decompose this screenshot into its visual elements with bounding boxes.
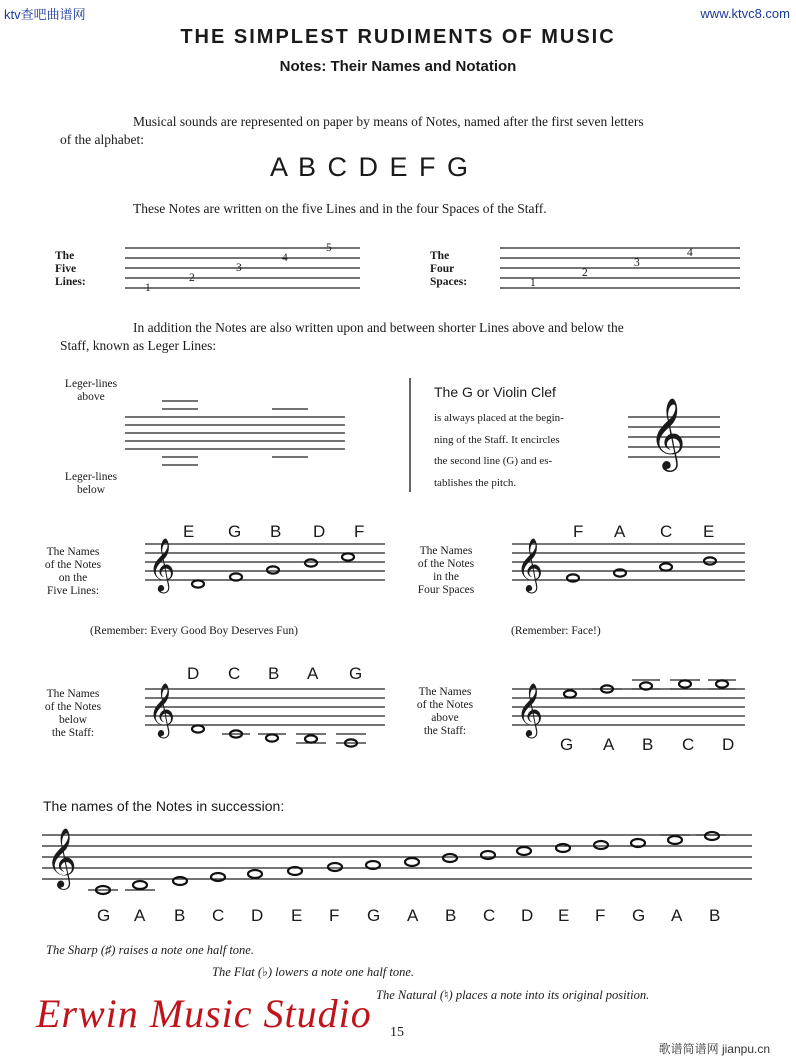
spaces-label-3: Spaces: [430, 276, 468, 288]
as-letter-5: D [722, 735, 735, 754]
succ-letter-11: C [483, 906, 496, 925]
clef-icon-bs: 𝄞 [148, 682, 176, 736]
fl-letter-4: D [313, 522, 326, 541]
intro-line-2: of the alphabet: [60, 132, 144, 147]
succ-letter-17: B [709, 906, 721, 925]
bs-letter-1: D [187, 664, 200, 683]
as-letter-3: B [642, 735, 654, 754]
as-label-1: The Names [418, 686, 472, 698]
remember-egbdf: (Remember: Every Good Boy Deserves Fun) [90, 625, 298, 637]
bs-label-2: of the Notes [44, 701, 102, 713]
clef-text-3: the second line (G) and es- [434, 455, 553, 467]
g-clef-icon: 𝄞 [649, 396, 686, 469]
lines-label-3: Lines: [55, 276, 86, 288]
bs-label-4: the Staff: [51, 727, 95, 739]
fl-label-2: of the Notes [44, 559, 102, 571]
fs-label-4: Four Spaces [417, 584, 475, 596]
succ-letter-7: F [329, 906, 340, 925]
page-number: 15 [390, 1025, 404, 1040]
fs-label-1: The Names [419, 545, 473, 557]
natural-text: The Natural (♮) places a note into its original position. [376, 988, 650, 1002]
succession-notes [96, 832, 719, 894]
lines-label-1: The [55, 250, 75, 262]
succ-letter-8: G [367, 906, 381, 925]
succ-letter-10: B [445, 906, 457, 925]
leger-above-2: above [77, 391, 105, 403]
clef-text-4: tablishes the pitch. [434, 476, 517, 489]
succ-letter-6: E [291, 906, 303, 925]
clef-text-1: is always placed at the begin- [434, 412, 564, 424]
sharp-text: The Sharp (♯) raises a note one half tone. [46, 943, 254, 957]
succ-letter-15: G [632, 906, 646, 925]
fs-letter-1: F [573, 522, 584, 541]
flat-text: The Flat (♭) lowers a note one half tone. [212, 965, 415, 979]
page-subtitle: Notes: Their Names and Notation [279, 58, 517, 75]
succ-letter-13: E [558, 906, 570, 925]
watermark-bottom: 歌谱简谱网 jianpu.cn [658, 1042, 770, 1056]
staff-intro: These Notes are written on the five Lines and in the four Spaces of the Staff. [133, 201, 547, 216]
bs-letter-5: G [349, 664, 363, 683]
line-num-3: 3 [236, 262, 242, 274]
bs-letter-3: B [268, 664, 280, 683]
fl-letter-2: G [228, 522, 242, 541]
as-label-3: above [431, 712, 459, 724]
fs-letter-2: A [614, 522, 626, 541]
succ-letter-3: B [174, 906, 186, 925]
clef-text-2: ning of the Staff. It encircles [434, 433, 560, 446]
as-letter-4: C [682, 735, 695, 754]
line-num-1: 1 [145, 282, 151, 294]
fs-label-2: of the Notes [417, 558, 475, 570]
space-num-3: 3 [634, 257, 640, 269]
watermark-right: www.ktvc8.com [700, 6, 790, 21]
clef-icon-fs: 𝄞 [516, 537, 544, 591]
line-num-2: 2 [189, 272, 195, 284]
space-num-4: 4 [687, 247, 693, 259]
succ-letter-4: C [212, 906, 225, 925]
succ-letter-5: D [251, 906, 264, 925]
fl-letter-1: E [183, 522, 195, 541]
leger-above-1: Leger-lines [64, 378, 118, 390]
leger-intro-1: In addition the Notes are also written upon and between shorter Lines above and below the [133, 320, 624, 335]
bs-letter-4: A [307, 664, 319, 683]
as-label-2: of the Notes [416, 699, 474, 711]
clef-heading: The G or Violin Clef [434, 384, 556, 400]
leger-below-2: below [76, 484, 106, 496]
fl-label-3: on the [58, 572, 88, 584]
as-letter-1: G [560, 735, 574, 754]
clef-icon-succession: 𝄞 [46, 828, 77, 888]
watermark-left: ktv查吧曲谱网 [4, 7, 86, 22]
fl-label-4: Five Lines: [46, 585, 100, 597]
succ-letter-9: A [407, 906, 419, 925]
as-label-4: the Staff: [423, 725, 467, 737]
bs-label-1: The Names [46, 688, 100, 700]
fs-label-3: in the [433, 571, 459, 583]
fl-label-1: The Names [46, 546, 100, 558]
clef-icon-as: 𝄞 [516, 682, 544, 736]
bs-label-3: below [58, 714, 88, 726]
fl-letter-3: B [270, 522, 282, 541]
fs-letter-4: E [703, 522, 715, 541]
as-letter-2: A [603, 735, 615, 754]
remember-face: (Remember: Face!) [511, 625, 601, 637]
bs-letter-2: C [228, 664, 241, 683]
succ-letter-2: A [134, 906, 146, 925]
lines-label-2: Five [55, 263, 77, 275]
succ-letter-1: G [97, 906, 111, 925]
space-num-1: 1 [530, 277, 536, 289]
line-num-4: 4 [282, 252, 288, 264]
leger-below-1: Leger-lines [64, 471, 118, 483]
clef-icon-fl: 𝄞 [148, 537, 176, 591]
alphabet-letters: A B C D E F G [270, 152, 471, 182]
intro-line-1: Musical sounds are represented on paper by means of Notes, named after the first seven letters [133, 114, 644, 129]
succ-letter-14: F [595, 906, 606, 925]
line-num-5: 5 [326, 242, 332, 254]
space-num-2: 2 [582, 267, 588, 279]
spaces-label-1: The [430, 250, 450, 262]
succession-heading: The names of the Notes in succession: [43, 798, 285, 814]
page-title: THE SIMPLEST RUDIMENTS OF MUSIC [180, 26, 616, 48]
fs-letter-3: C [660, 522, 673, 541]
succ-letter-16: A [671, 906, 683, 925]
studio-watermark: Erwin Music Studio [36, 991, 372, 1036]
succ-letter-12: D [521, 906, 534, 925]
fl-letter-5: F [354, 522, 365, 541]
spaces-label-2: Four [430, 263, 455, 275]
leger-intro-2: Staff, known as Leger Lines: [60, 338, 217, 353]
